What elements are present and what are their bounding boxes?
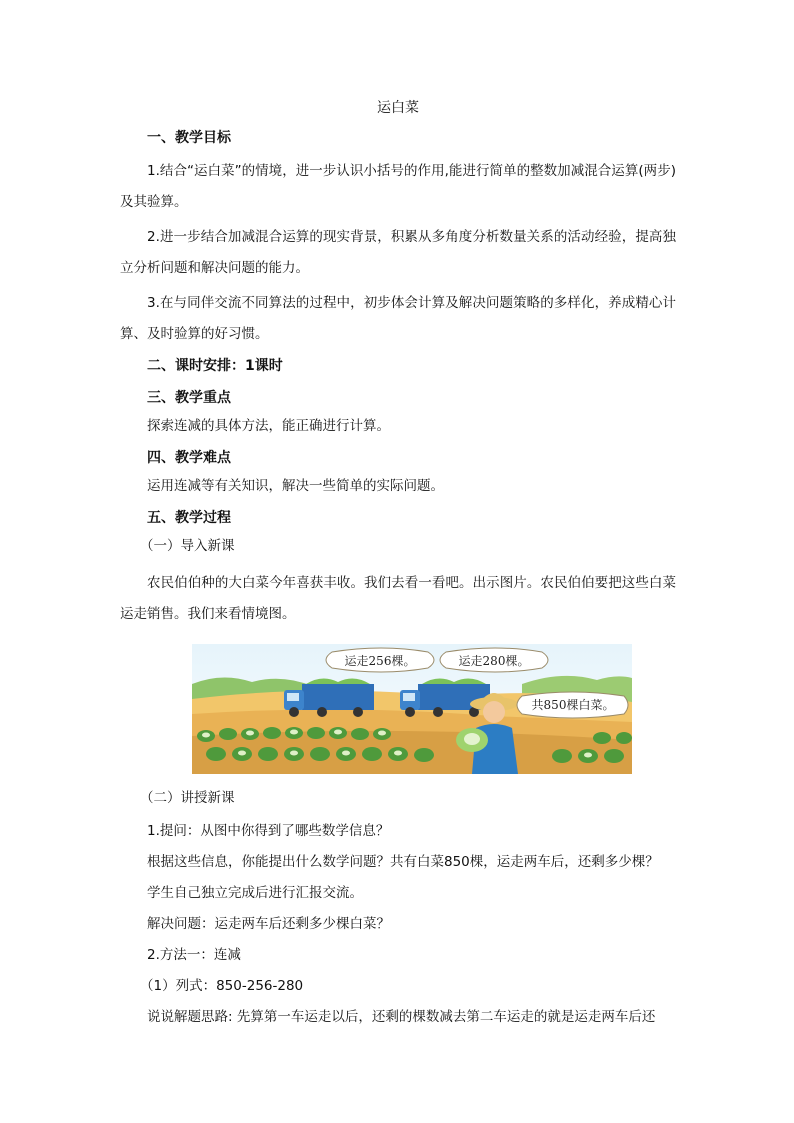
difficulties-text: 运用连减等有关知识，解决一些简单的实际问题。 [147, 478, 444, 494]
goal-3: 3.在与同伴交流不同算法的过程中，初步体会计算及解决问题策略的多样化，养成精心计算、及时验算的好习惯。 [120, 295, 676, 342]
question-1-a: 根据这些信息，你能提出什么数学问题？共有白菜850棵，运走两车后，还剩多少棵？ [147, 854, 659, 870]
subsection-new-lesson: （二）讲授新课 [140, 790, 235, 806]
question-1: 1.提问：从图中你得到了哪些数学信息？ [147, 823, 390, 839]
cabbage-scene-image [192, 644, 632, 774]
speech-bubble-3-text: 共850棵白菜。 [531, 698, 615, 712]
speech-bubble-2-text: 运走280棵。 [458, 654, 530, 668]
key-points-text: 探索连减的具体方法，能正确进行计算。 [147, 418, 390, 434]
subsection-intro: （一）导入新课 [140, 538, 235, 554]
intro-text: 农民伯伯种的大白菜今年喜获丰收。我们去看一看吧。出示图片。农民伯伯要把这些白菜运走销售。我们来看情境图。 [120, 575, 676, 622]
question-1-c: 解决问题：运走两车后还剩多少棵白菜？ [147, 916, 390, 932]
goal-2: 2.进一步结合加减混合运算的现实背景，积累从多角度分析数量关系的活动经验，提高独立分析问题和解决问题的能力。 [120, 229, 676, 276]
section-heading-goals: 一、教学目标 [147, 130, 231, 146]
section-heading-schedule: 二、课时安排：1课时 [147, 358, 283, 374]
speech-bubble-1-text: 运走256棵。 [344, 654, 416, 668]
method-1-explanation: 说说解题思路: 先算第一车运走以后，还剩的棵数减去第二车运走的就是运走两车后还 [147, 1009, 656, 1025]
doc-title: 运白菜 [377, 100, 419, 116]
goal-1: 1.结合“运白菜”的情境，进一步认识小括号的作用,能进行简单的整数加减混合运算(两步)及其验算。 [120, 163, 676, 210]
cabbage-scene-illustration [192, 644, 632, 774]
section-heading-process: 五、教学过程 [147, 510, 231, 526]
question-1-b: 学生自己独立完成后进行汇报交流。 [147, 885, 363, 901]
method-1-equation: （1）列式：850-256-280 [140, 978, 304, 994]
section-heading-key-points: 三、教学重点 [147, 390, 231, 406]
document-content [120, 98, 676, 1033]
section-heading-difficulties: 四、教学难点 [147, 450, 231, 466]
method-1: 2.方法一：连减 [147, 947, 241, 963]
